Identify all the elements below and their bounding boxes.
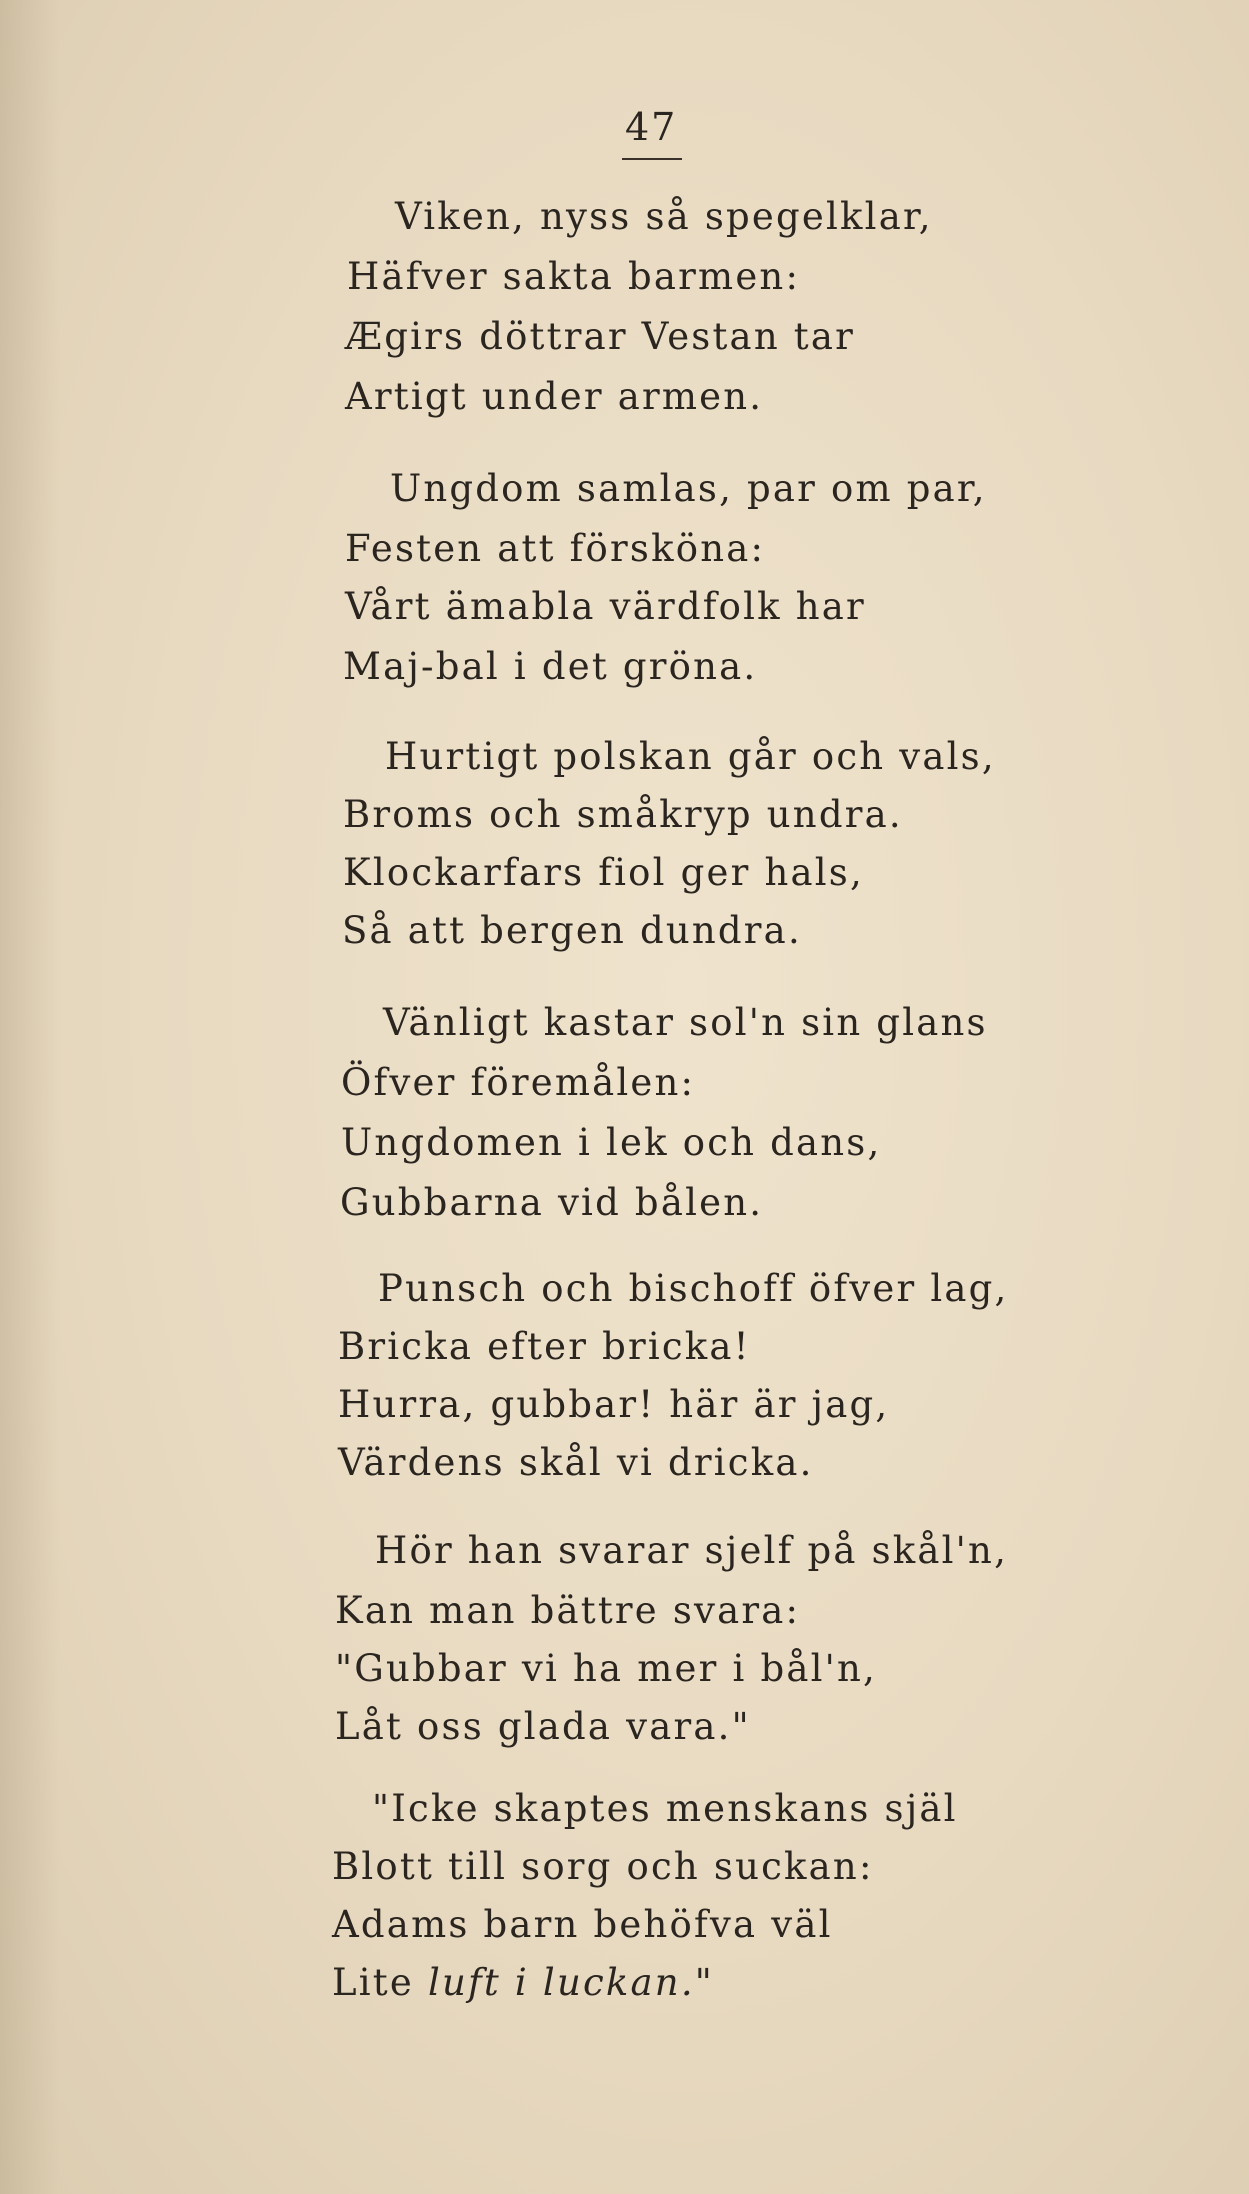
poem-line: Gubbarna vid bålen.: [340, 1181, 764, 1224]
poem-line-suffix: ": [694, 1961, 714, 2004]
poem-line: Öfver föremålen:: [341, 1061, 696, 1104]
page-edge-shadow: [0, 0, 60, 2194]
poem-line: Adams barn behöfva väl: [332, 1903, 833, 1946]
poem-line: Broms och småkryp undra.: [343, 793, 903, 836]
poem-line: Kan man bättre svara:: [335, 1589, 801, 1632]
poem-line: Hurtigt polskan går och vals,: [385, 735, 996, 778]
poem-line: Artigt under armen.: [345, 375, 764, 418]
poem-line: Häfver sakta barmen:: [347, 255, 801, 298]
poem-line: Maj-bal i det gröna.: [343, 645, 758, 688]
poem-line: Festen att försköna:: [345, 527, 766, 570]
poem-line: Viken, nyss så spegelklar,: [395, 195, 933, 238]
poem-line-prefix: Lite: [332, 1961, 428, 2004]
page-number: 47: [625, 105, 678, 149]
page-number-rule: [622, 158, 682, 160]
poem-line: Vänligt kastar sol'n sin glans: [383, 1001, 988, 1044]
poem-line: Punsch och bischoff öfver lag,: [378, 1267, 1009, 1310]
poem-line: "Gubbar vi ha mer i bål'n,: [335, 1647, 877, 1690]
poem-line: Hurra, gubbar! här är jag,: [338, 1383, 890, 1426]
poem-line: Ungdom samlas, par om par,: [390, 467, 987, 510]
poem-line-last: [332, 1961, 714, 2004]
poem-line: Vårt ämabla värdfolk har: [345, 585, 866, 628]
poem-line: Värdens skål vi dricka.: [338, 1441, 814, 1484]
poem-line: Klockarfars fiol ger hals,: [343, 851, 864, 894]
poem-line: Ægirs döttrar Vestan tar: [345, 315, 856, 358]
poem-line: Så att bergen dundra.: [342, 909, 802, 952]
poem-line: Hör han svarar sjelf på skål'n,: [375, 1529, 1009, 1572]
poem-line: Bricka efter bricka!: [338, 1325, 751, 1368]
poem-line: Ungdomen i lek och dans,: [341, 1121, 882, 1164]
poem-line: Låt oss glada vara.": [335, 1705, 751, 1748]
emphasized-phrase: luft i luckan.: [427, 1961, 695, 2004]
poem-line: Blott till sorg och suckan:: [332, 1845, 874, 1888]
poem-line: "Icke skaptes menskans själ: [372, 1787, 958, 1830]
